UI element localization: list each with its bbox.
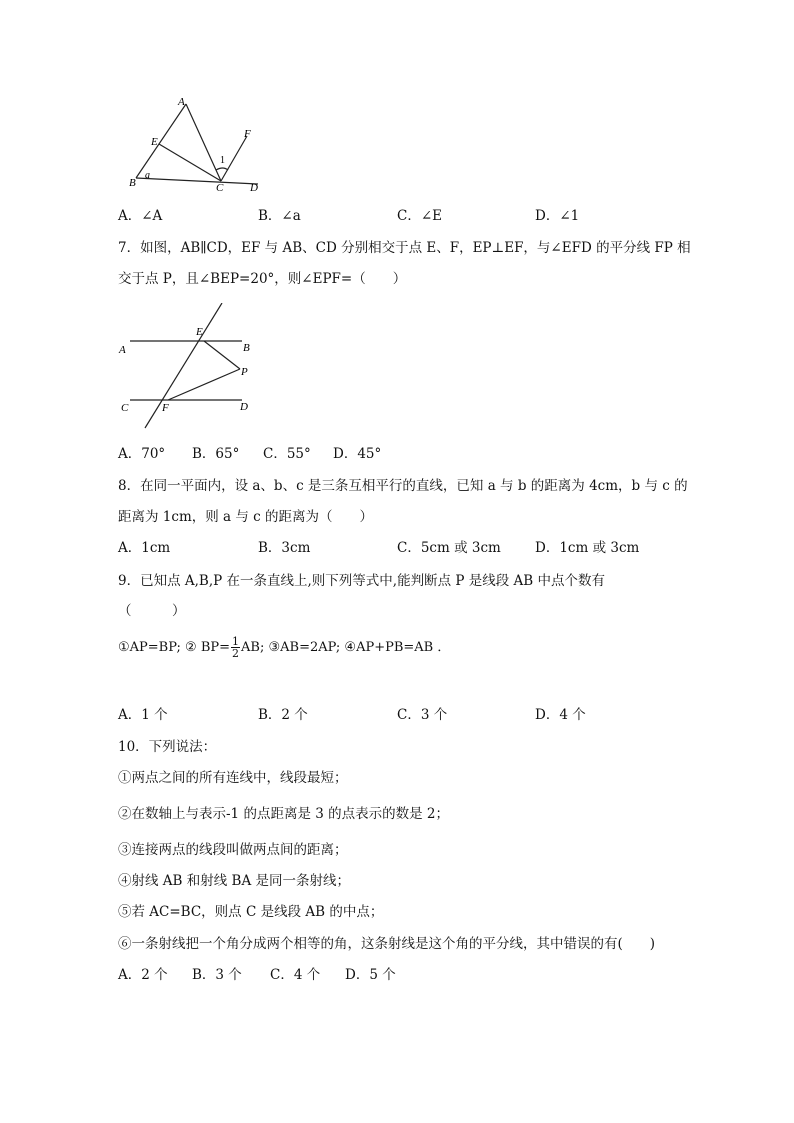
q8-text-line1: 8．在同一平面内，设 a、b、c 是三条互相平行的直线，已知 a 与 b 的距离为 4cm，b 与 c 的: [118, 478, 688, 494]
q7-option-d: D．45°: [333, 446, 382, 462]
q6-option-c: C．∠E: [397, 208, 442, 224]
label-c: C: [121, 402, 129, 414]
label-f: F: [244, 128, 251, 140]
q7-text-line1: 7．如图，AB∥CD，EF 与 AB、CD 分别相交于点 E、F，EP⊥EF，与∠EFD 的平分线 FP 相: [118, 240, 691, 256]
line-ep: [204, 341, 240, 369]
label-angle-a: a: [145, 170, 150, 181]
q9-option-d: D．4 个: [535, 707, 586, 723]
q10-option-d: D．5 个: [345, 967, 396, 983]
q8-text-line2: 距离为 1cm，则 a 与 c 的距离为（ ）: [118, 509, 374, 525]
line-ac: [186, 104, 221, 181]
q10-item-2: ②在数轴上与表示-1 的点距离是 3 的点表示的数是 2；: [118, 806, 449, 822]
fraction-one-half: $\frac{1}{2}$: [232, 635, 240, 660]
q7-option-b: B．65°: [192, 446, 240, 462]
q6-option-a: A．∠A: [118, 208, 163, 224]
q6-option-b: B．∠a: [258, 208, 301, 224]
q9-text-line2: （ ）: [118, 603, 186, 619]
line-ec: [159, 144, 221, 181]
line-ef: [145, 303, 222, 428]
q10-option-b: B．3 个: [192, 967, 242, 983]
label-f: F: [162, 402, 169, 414]
label-d: D: [250, 182, 258, 194]
q10-title: 10．下列说法：: [118, 739, 217, 755]
angle-1-arc: [216, 168, 228, 170]
q10-item-4: ④射线 AB 和射线 BA 是同一条射线；: [118, 873, 351, 889]
q10-item-1: ①两点之间的所有连线中，线段最短；: [118, 770, 348, 786]
q9-formula: [118, 636, 450, 659]
q9-text-line1: 9．已知点 A,B,P 在一条直线上,则下列等式中,能判断点 P 是线段 AB 中点个数有: [118, 573, 606, 589]
line-ba: [136, 104, 186, 178]
q10-option-a: A．2 个: [118, 967, 168, 983]
label-c: C: [216, 182, 224, 194]
figure-q6: [120, 92, 280, 198]
q6-option-d: D．∠1: [535, 208, 580, 224]
figure-q7: [118, 303, 260, 431]
q10-item-5: ⑤若 AC=BC，则点 C 是线段 AB 的中点；: [118, 904, 384, 920]
label-d: D: [240, 401, 248, 413]
q9-formula-post: AB; ③AB=2AP; ④AP+PB=AB ．: [241, 640, 451, 655]
label-e: E: [196, 326, 203, 338]
label-e: E: [151, 136, 158, 148]
q9-formula-pre: ①AP=BP; ② BP=: [118, 640, 231, 655]
q8-option-c: C．5cm 或 3cm: [397, 540, 501, 556]
q9-option-c: C．3 个: [397, 707, 448, 723]
q8-option-d: D．1cm 或 3cm: [535, 540, 640, 556]
label-b: B: [129, 177, 136, 189]
q8-option-b: B．3cm: [258, 540, 311, 556]
q10-option-c: C．4 个: [270, 967, 321, 983]
q9-option-b: B．2 个: [258, 707, 308, 723]
q9-option-a: A．1 个: [118, 707, 168, 723]
q7-option-c: C．55°: [263, 446, 311, 462]
label-a: A: [119, 344, 126, 356]
label-p: P: [241, 366, 248, 378]
q8-option-a: A．1cm: [118, 540, 171, 556]
line-bd: [136, 178, 258, 184]
label-a-vertex: A: [178, 96, 185, 108]
label-b: B: [243, 342, 250, 354]
q7-option-a: A．70°: [118, 446, 166, 462]
q7-text-line2: 交于点 P，且∠BEP=20°，则∠EPF=（ ）: [118, 271, 407, 287]
label-angle-1: 1: [220, 155, 225, 166]
q10-item-3: ③连接两点的线段叫做两点间的距离；: [118, 842, 348, 858]
q10-item-6: ⑥一条射线把一个角分成两个相等的角，这条射线是这个角的平分线，其中错误的有( ): [118, 936, 656, 952]
